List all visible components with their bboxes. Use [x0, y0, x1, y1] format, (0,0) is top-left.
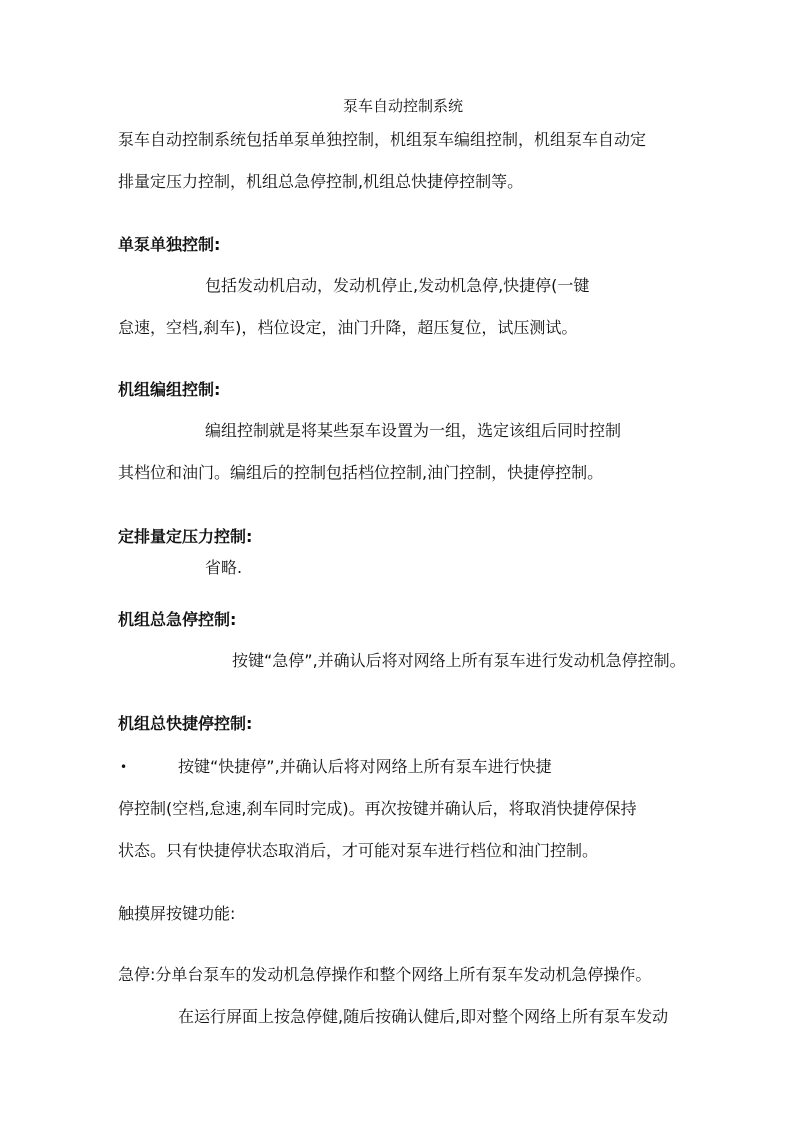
section-group-control-line-2: 其档位和油门。编组后的控制包括档位控制,油门控制，快捷停控制。: [118, 463, 604, 482]
section-heading-emergency-stop: 机组总急停控制:: [118, 610, 237, 629]
section-quick-stop-line-2: 停控制(空档,怠速,刹车同时完成)。再次按键并确认后，将取消快捷停保持: [118, 799, 637, 818]
section-single-pump-line-1: 包括发动机启动，发动机停止,发动机急停,快捷停(一键: [205, 276, 590, 295]
section-single-pump-line-2: 怠速，空档,刹车)，档位设定，油门升降，超压复位，试压测试。: [118, 318, 578, 337]
section-heading-fixed-displacement: 定排量定压力控制:: [118, 527, 253, 546]
section-quick-stop-line-3: 状态。只有快捷停状态取消后，才可能对泵车进行档位和油门控制。: [118, 841, 599, 860]
document-title: 泵车自动控制系统: [343, 97, 464, 115]
touch-screen-heading: 触摸屏按键功能:: [118, 904, 236, 923]
section-emergency-stop-line-1: 按键“急停”,并确认后将对网络上所有泵车进行发动机急停控制。: [232, 651, 686, 670]
section-heading-quick-stop: 机组总快捷停控制:: [118, 714, 253, 733]
touch-screen-line-2: 在运行屏面上按急停健,随后按确认健后,即对整个网络上所有泵车发动: [178, 1007, 669, 1026]
bullet-marker: •: [120, 760, 128, 774]
intro-line-1: 泵车自动控制系统包括单泵单独控制，机组泵车编组控制，机组泵车自动定: [118, 130, 647, 149]
intro-line-2: 排量定压力控制，机组总急停控制,机组总快捷停控制等。: [118, 172, 524, 191]
section-heading-single-pump: 单泵单独控制:: [118, 235, 221, 254]
touch-screen-line-1: 急停:分单台泵车的发动机急停操作和整个网络上所有泵车发动机急停操作。: [118, 965, 652, 984]
section-heading-group-control: 机组编组控制:: [118, 380, 221, 399]
section-quick-stop-line-1: 按键“快捷停”,并确认后将对网络上所有泵车进行快捷: [178, 757, 552, 776]
section-fixed-displacement-line-1: 省略.: [205, 558, 243, 577]
section-group-control-line-1: 编组控制就是将某些泵车设置为一组，选定该组后同时控制: [205, 421, 622, 440]
